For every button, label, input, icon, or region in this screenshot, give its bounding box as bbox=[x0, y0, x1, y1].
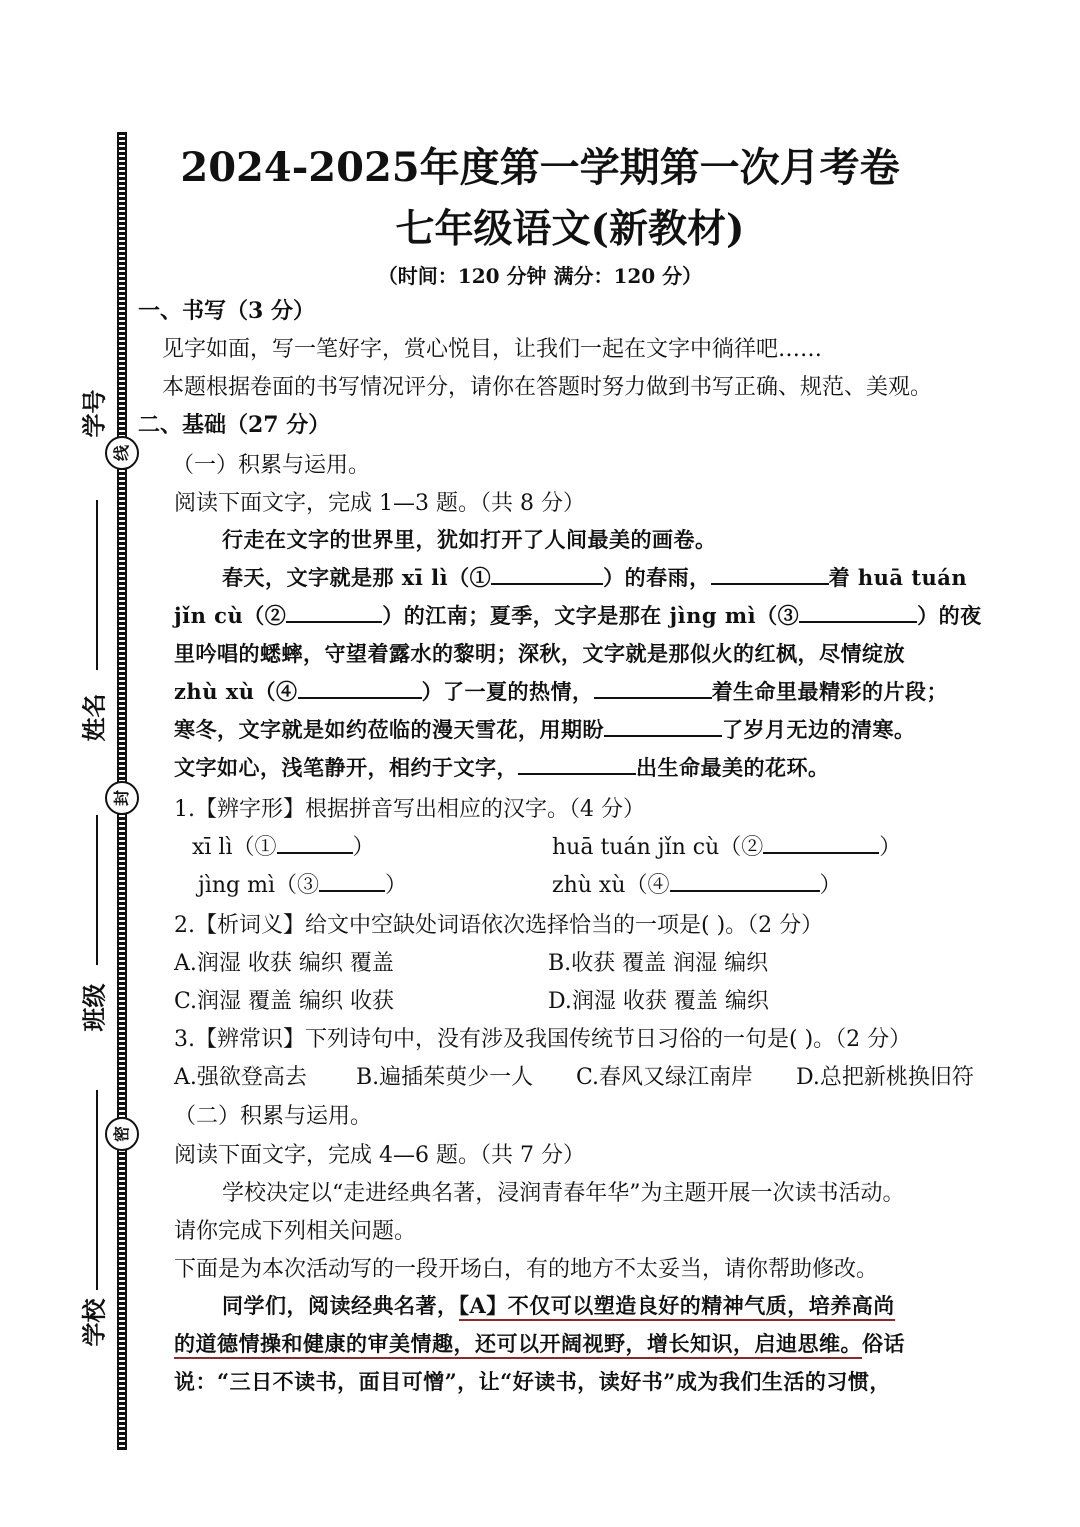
side-line-banji bbox=[96, 1090, 98, 1290]
passage-line1: 行走在文字的世界里，犹如打开了人间最美的画卷。 bbox=[222, 527, 717, 552]
part2-line4: 同学们，阅读经典名著，【A】不仅可以塑造良好的精神气质，培养高尚 bbox=[222, 1290, 895, 1320]
question-2: 2.【析词义】给文中空缺处词语依次选择恰当的一项是( )。（2 分） bbox=[174, 913, 824, 938]
q2-option-d[interactable]: D.润湿 收获 覆盖 编织 bbox=[548, 989, 769, 1014]
q1-item-d: zhù xù（④ ） bbox=[552, 868, 842, 899]
section1-line1: 见字如面，写一笔好字，赏心悦目，让我们一起在文字中徜徉吧…… bbox=[162, 337, 823, 362]
part2-instruction: 阅读下面文字，完成 4—6 题。（共 7 分） bbox=[174, 1143, 585, 1168]
side-line-xingming bbox=[96, 815, 98, 965]
q3-option-b[interactable]: B.遍插茱萸少一人 bbox=[356, 1065, 534, 1090]
side-label-xuehao: 学号 bbox=[80, 389, 109, 438]
passage-line3: jǐn cù（② ）的江南；夏季，文字是那在 jìng mì（③ ）的夜 bbox=[174, 603, 982, 628]
passage-line4: 里吟唱的蟋蟀，守望着露水的黎明；深秋，文字就是那似火的红枫，尽情绽放 bbox=[174, 641, 905, 666]
question-1: 1.【辨字形】根据拼音写出相应的汉字。（4 分） bbox=[174, 797, 645, 822]
q1-answer-2[interactable] bbox=[763, 832, 879, 854]
side-label-banji: 班级 bbox=[80, 983, 109, 1032]
section1-line2: 本题根据卷面的书写情况评分，请你在答题时努力做到书写正确、规范、美观。 bbox=[162, 375, 933, 400]
q1-item-c: jìng mì（③ ） bbox=[198, 868, 407, 899]
q3-option-a[interactable]: A.强欲登高去 bbox=[174, 1065, 307, 1090]
blank-3[interactable] bbox=[799, 602, 917, 623]
q1-item-a: xī lì（① ） bbox=[192, 830, 375, 861]
exam-subtitle: 七年级语文(新教材) bbox=[395, 206, 745, 252]
q1-item-b: huā tuán jǐn cù（② ） bbox=[552, 830, 901, 861]
part2-line1: 学校决定以“走进经典名著，浸润青春年华”为主题开展一次读书活动。 bbox=[222, 1181, 905, 1206]
passage-line2: 春天，文字就是那 xī lì（① ）的春雨， 着 huā tuán bbox=[222, 565, 968, 590]
part1-heading: （一）积累与运用。 bbox=[172, 453, 371, 478]
exam-info: （时间：120 分钟 满分：120 分） bbox=[377, 264, 703, 288]
q3-option-c[interactable]: C.春风又绿江南岸 bbox=[576, 1065, 754, 1090]
q1-answer-1[interactable] bbox=[277, 832, 353, 854]
blank-2[interactable] bbox=[286, 602, 382, 623]
exam-title: 2024-2025年度第一学期第一次月考卷 bbox=[180, 144, 900, 191]
passage-line5: zhù xù（④ ）了一夏的热情， 着生命里最精彩的片段； bbox=[174, 679, 949, 704]
q3-option-d[interactable]: D.总把新桃换旧符 bbox=[796, 1065, 974, 1090]
q2-option-a[interactable]: A.润湿 收获 编织 覆盖 bbox=[174, 951, 394, 976]
question-3: 3.【辨常识】下列诗句中，没有涉及我国传统节日习俗的一句是( )。（2 分） bbox=[174, 1027, 912, 1052]
part2-line2: 请你完成下列相关问题。 bbox=[174, 1219, 417, 1244]
blank-verb-2[interactable] bbox=[594, 678, 712, 699]
side-label-xuexiao: 学校 bbox=[80, 1298, 109, 1347]
underlined-sentence-a: 【A】不仅可以塑造良好的精神气质，培养高尚 bbox=[459, 1293, 895, 1321]
part2-line3: 下面是为本次活动写的一段开场白，有的地方不太妥当，请你帮助修改。 bbox=[174, 1257, 879, 1282]
seal-circle-mi: 密 bbox=[105, 1117, 139, 1151]
q2-option-b[interactable]: B.收获 覆盖 润湿 编织 bbox=[548, 951, 769, 976]
side-line-xuehao bbox=[96, 500, 98, 670]
seal-circle-feng: 封 bbox=[105, 781, 139, 815]
section2-heading: 二、基础（27 分） bbox=[138, 412, 331, 438]
blank-verb-1[interactable] bbox=[711, 564, 829, 585]
q1-answer-3[interactable] bbox=[319, 870, 385, 892]
part2-heading: （二）积累与运用。 bbox=[174, 1104, 373, 1129]
blank-verb-4[interactable] bbox=[518, 754, 636, 775]
passage-line7: 文字如心，浅笔静开，相约于文字， 出生命最美的花环。 bbox=[174, 755, 830, 780]
blank-verb-3[interactable] bbox=[604, 716, 722, 737]
part2-line6: 说：“三日不读书，面目可憎”，让“好读书，读好书”成为我们生活的习惯， bbox=[174, 1369, 891, 1394]
underlined-sentence-a-cont: 的道德情操和健康的审美情趣，还可以开阔视野，增长知识，启迪思维。 bbox=[174, 1331, 862, 1359]
part2-line5: 的道德情操和健康的审美情趣，还可以开阔视野，增长知识，启迪思维。俗话 bbox=[174, 1328, 905, 1358]
section1-heading: 一、书写（3 分） bbox=[138, 298, 315, 324]
seal-circle-xian: 线 bbox=[105, 436, 139, 470]
q2-option-c[interactable]: C.润湿 覆盖 编织 收获 bbox=[174, 989, 395, 1014]
passage-line6: 寒冬，文字就是如约莅临的漫天雪花，用期盼 了岁月无边的清寒。 bbox=[174, 717, 916, 742]
blank-4[interactable] bbox=[298, 678, 422, 699]
side-label-xingming: 姓名 bbox=[80, 693, 109, 742]
blank-1[interactable] bbox=[491, 564, 603, 585]
part1-instruction: 阅读下面文字，完成 1—3 题。（共 8 分） bbox=[174, 491, 585, 516]
q1-answer-4[interactable] bbox=[670, 870, 820, 892]
